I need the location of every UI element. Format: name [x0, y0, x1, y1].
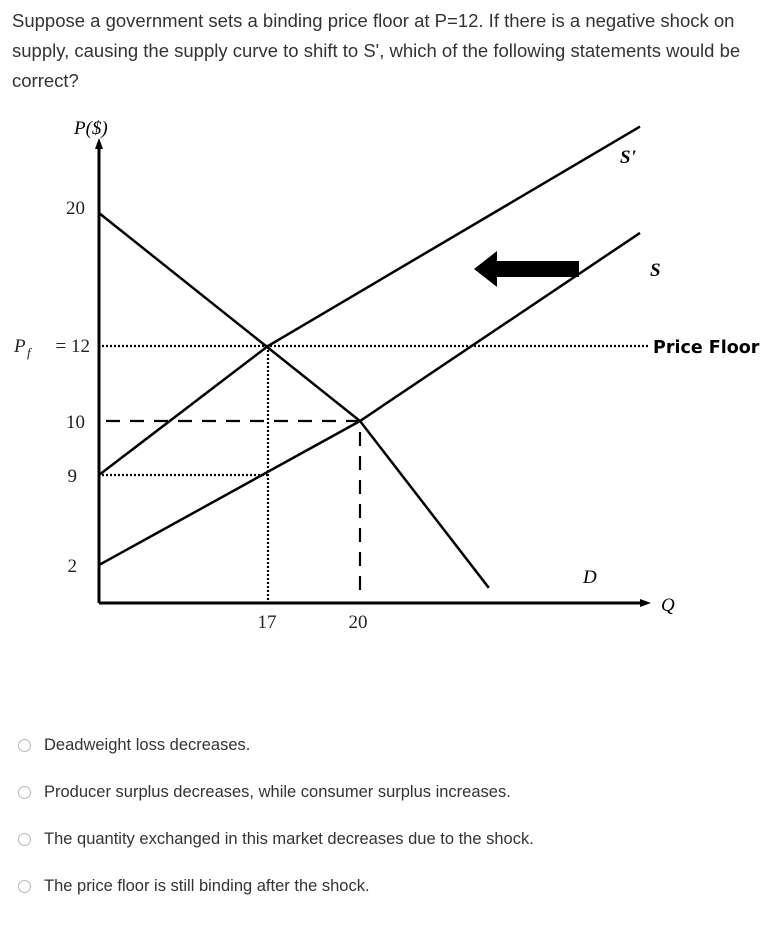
option-label: Producer surplus decreases, while consumer surplus increases. — [44, 782, 511, 801]
radio-icon[interactable] — [18, 739, 31, 752]
pf-label-symbol: P — [14, 336, 26, 357]
y-axis-arrow — [95, 138, 103, 149]
curve-label-d: D — [583, 567, 597, 588]
shift-left-arrow-icon — [474, 251, 579, 287]
option-producer-surplus[interactable] — [18, 777, 534, 807]
option-label: The quantity exchanged in this market decreases due to the shock. — [44, 829, 534, 848]
ytick-label-2: 2 — [67, 556, 77, 577]
option-label: The price floor is still binding after the shock. — [44, 876, 370, 895]
ytick-label-9: 9 — [67, 466, 77, 487]
ytick-label-20: 20 — [66, 198, 85, 219]
x-axis-label: Q — [661, 595, 675, 616]
curve-label-s: S — [650, 260, 661, 281]
ytick-label-12: = 12 — [55, 336, 90, 357]
radio-icon[interactable] — [18, 786, 31, 799]
supply-curve-s — [99, 233, 640, 565]
curve-label-s-prime: S' — [620, 147, 636, 168]
answer-options — [18, 730, 534, 918]
radio-icon[interactable] — [18, 880, 31, 893]
supply-curve-s-prime — [99, 127, 640, 475]
xtick-label-20: 20 — [348, 612, 368, 633]
question-text: Suppose a government sets a binding price floor at P=12. If there is a negative shock on supply, causing the supply curve to shift to S', which of the following statements would be correct? — [12, 10, 741, 91]
option-price-floor-binding[interactable] — [18, 871, 534, 901]
option-quantity-exchanged[interactable] — [18, 824, 534, 854]
pf-label-subscript: f — [27, 345, 31, 360]
radio-icon[interactable] — [18, 833, 31, 846]
price-floor-label: Price Floor — [653, 338, 760, 358]
option-label: Deadweight loss decreases. — [44, 735, 251, 754]
x-axis-arrow — [640, 599, 651, 607]
xtick-label-17: 17 — [257, 612, 277, 633]
option-deadweight-loss[interactable] — [18, 730, 534, 760]
ytick-label-10: 10 — [66, 412, 85, 433]
y-axis-label: P($) — [74, 118, 108, 139]
